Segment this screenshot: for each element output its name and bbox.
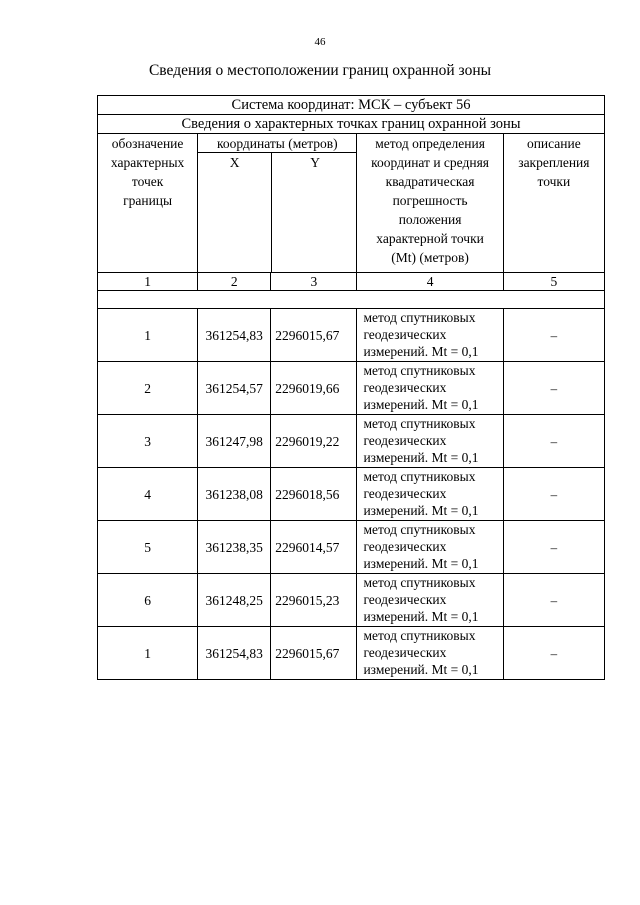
table-row — [98, 415, 605, 468]
method-line: метод спутниковых — [363, 628, 476, 643]
coord-x: 361247,98 — [198, 415, 271, 468]
method-cell — [357, 627, 503, 680]
coord-y: 2296014,57 — [271, 521, 357, 574]
coord-x: 361238,08 — [198, 468, 271, 521]
column-numbers-row — [98, 273, 605, 291]
method-line: метод спутниковых — [363, 469, 476, 484]
coord-y: 2296015,67 — [271, 309, 357, 362]
header-line: границы — [123, 193, 173, 208]
method-cell — [357, 468, 503, 521]
document-title: Сведения о местоположении границ охранной зоны — [148, 62, 492, 79]
table-body — [98, 309, 605, 680]
header-coordinates-title: координаты (метров) — [198, 134, 356, 153]
column-number: 1 — [98, 273, 198, 291]
header-line: обозначение — [111, 136, 184, 151]
description-cell: – — [503, 521, 604, 574]
method-line: геодезических — [363, 433, 447, 448]
point-id: 1 — [98, 627, 198, 680]
table-row — [98, 362, 605, 415]
header-line: характерной точки — [376, 231, 484, 246]
page-number: 46 — [314, 36, 326, 48]
coord-x: 361238,35 — [198, 521, 271, 574]
method-cell — [357, 309, 503, 362]
table-header — [98, 134, 605, 273]
method-line: измерений. Mt = 0,1 — [363, 397, 479, 412]
description-cell: – — [503, 627, 604, 680]
coord-y: 2296019,22 — [271, 415, 357, 468]
coord-y: 2296015,67 — [271, 627, 357, 680]
point-id: 3 — [98, 415, 198, 468]
header-coordinates — [198, 134, 357, 273]
header-line: погрешность — [392, 193, 468, 208]
method-line: измерений. Mt = 0,1 — [363, 556, 479, 571]
table-row — [98, 627, 605, 680]
header-x: X — [198, 153, 272, 272]
coord-x: 361254,57 — [198, 362, 271, 415]
coordinate-system-row: Система координат: МСК – субъект 56 — [98, 96, 605, 115]
method-line: метод спутниковых — [363, 575, 476, 590]
boundary-points-table — [97, 95, 605, 680]
description-cell: – — [503, 574, 604, 627]
blank-cell — [98, 291, 605, 309]
header-line: точки — [537, 174, 571, 189]
header-line: положения — [398, 212, 462, 227]
point-id: 2 — [98, 362, 198, 415]
coord-y: 2296019,66 — [271, 362, 357, 415]
coord-x: 361254,83 — [198, 309, 271, 362]
method-line: измерений. Mt = 0,1 — [363, 503, 479, 518]
method-line: метод спутниковых — [363, 363, 476, 378]
method-line: метод спутниковых — [363, 522, 476, 537]
header-line: описание — [526, 136, 581, 151]
method-line: геодезических — [363, 645, 447, 660]
method-line: измерений. Mt = 0,1 — [363, 450, 479, 465]
points-info-row: Сведения о характерных точках границ охранной зоны — [98, 115, 605, 134]
coord-y: 2296015,23 — [271, 574, 357, 627]
point-id: 5 — [98, 521, 198, 574]
method-line: измерений. Mt = 0,1 — [363, 662, 479, 677]
header-line: координат и средняя — [371, 155, 490, 170]
header-method — [357, 134, 503, 273]
column-number: 4 — [357, 273, 503, 291]
coord-x: 361248,25 — [198, 574, 271, 627]
method-line: геодезических — [363, 486, 447, 501]
table-row — [98, 309, 605, 362]
method-cell — [357, 574, 503, 627]
header-line: квадратическая — [385, 174, 475, 189]
method-line: геодезических — [363, 380, 447, 395]
header-line: закрепления — [518, 155, 590, 170]
point-id: 6 — [98, 574, 198, 627]
column-number: 5 — [503, 273, 604, 291]
description-cell: – — [503, 415, 604, 468]
method-line: геодезических — [363, 327, 447, 342]
description-cell: – — [503, 362, 604, 415]
header-line: точек — [131, 174, 164, 189]
method-cell — [357, 521, 503, 574]
header-y: Y — [310, 155, 321, 170]
header-line: (Mt) (метров) — [391, 250, 469, 265]
method-line: геодезических — [363, 592, 447, 607]
method-cell — [357, 415, 503, 468]
column-number: 3 — [271, 273, 357, 291]
header-line: метод определения — [375, 136, 485, 151]
blank-row — [98, 291, 605, 309]
method-cell — [357, 362, 503, 415]
method-line: метод спутниковых — [363, 310, 476, 325]
header-description — [503, 134, 604, 273]
header-point — [98, 134, 198, 273]
point-id: 4 — [98, 468, 198, 521]
header-line: характерных — [110, 155, 185, 170]
description-cell: – — [503, 309, 604, 362]
method-line: геодезических — [363, 539, 447, 554]
table-row — [98, 574, 605, 627]
coord-y: 2296018,56 — [271, 468, 357, 521]
table-row — [98, 468, 605, 521]
description-cell: – — [503, 468, 604, 521]
table-row — [98, 521, 605, 574]
method-line: метод спутниковых — [363, 416, 476, 431]
method-line: измерений. Mt = 0,1 — [363, 344, 479, 359]
point-id: 1 — [98, 309, 198, 362]
column-number: 2 — [198, 273, 271, 291]
method-line: измерений. Mt = 0,1 — [363, 609, 479, 624]
coord-x: 361254,83 — [198, 627, 271, 680]
